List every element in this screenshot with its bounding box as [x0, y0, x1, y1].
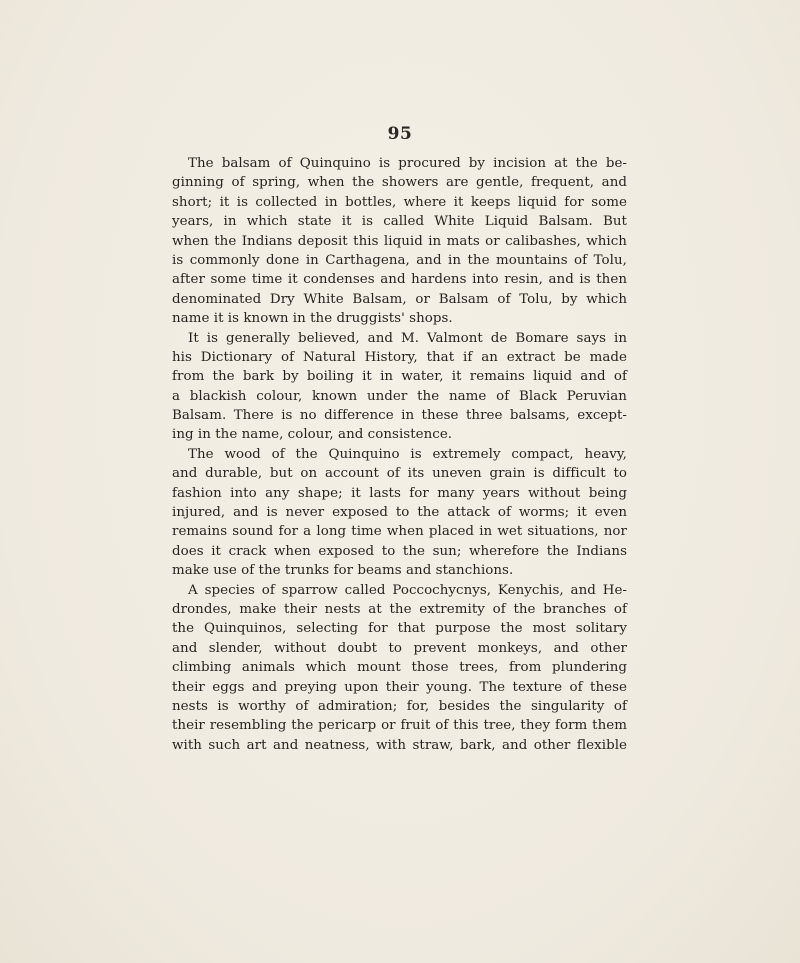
- text-line: The wood of the Quinquino is extremely compact, heavy,: [188, 446, 627, 462]
- text-line: their resembling the pericarp or fruit of this tree, they form them: [172, 718, 627, 734]
- text-line: climbing animals which mount those trees, from plundering: [172, 660, 627, 676]
- text-line: years, in which state it is called White Liquid Balsam. But: [172, 214, 627, 230]
- text-line: from the bark by boiling it in water, it remains liquid and of: [172, 369, 627, 385]
- text-line: Balsam. There is no difference in these three balsams, except-: [172, 408, 627, 424]
- text-line: does it crack when exposed to the sun; wherefore the Indians: [172, 543, 627, 559]
- page-number: 95: [387, 124, 413, 144]
- text-line: and slender, without doubt to prevent monkeys, and other: [172, 640, 627, 656]
- text-line: It is generally believed, and M. Valmont de Bomare says in: [188, 330, 627, 346]
- text-line: ginning of spring, when the showers are gentle, frequent, and: [172, 175, 627, 191]
- body-text: [172, 154, 627, 755]
- text-line: the Quinquinos, selecting for that purpose the most solitary: [172, 621, 627, 637]
- text-line: A species of sparrow called Poccochycnys, Kenychis, and He-: [188, 582, 627, 598]
- text-line: remains sound for a long time when placed in wet situations, nor: [172, 524, 627, 540]
- text-line: their eggs and preying upon their young. The texture of these: [172, 679, 627, 695]
- text-line: name it is known in the druggists' shops.: [172, 311, 453, 327]
- text-line: injured, and is never exposed to the attack of worms; it even: [172, 505, 627, 521]
- text-line: a blackish colour, known under the name of Black Peruvian: [172, 388, 627, 404]
- text-line: when the Indians deposit this liquid in mats or calibashes, which: [172, 233, 627, 249]
- text-line: fashion into any shape; it lasts for many years without being: [172, 485, 627, 501]
- text-line: after some time it condenses and hardens into resin, and is then: [172, 272, 627, 288]
- text-line: and durable, but on account of its uneven grain is difficult to: [172, 466, 627, 482]
- text-line: denominated Dry White Balsam, or Balsam of Tolu, by which: [172, 291, 627, 307]
- text-line: nests is worthy of admiration; for, besides the singularity of: [172, 698, 627, 714]
- text-line: make use of the trunks for beams and stanchions.: [172, 563, 514, 579]
- text-line: The balsam of Quinquino is procured by incision at the be-: [188, 156, 627, 171]
- text-line: with such art and neatness, with straw, bark, and other flexible: [172, 737, 627, 753]
- text-line: his Dictionary of Natural History, that if an extract be made: [172, 349, 627, 365]
- text-line: is commonly done in Carthagena, and in the mountains of Tolu,: [172, 252, 627, 268]
- text-line: drondes, make their nests at the extremity of the branches of: [172, 601, 627, 617]
- text-line: short; it is collected in bottles, where it keeps liquid for some: [172, 194, 627, 210]
- text-line: ing in the name, colour, and consistence.: [172, 427, 453, 443]
